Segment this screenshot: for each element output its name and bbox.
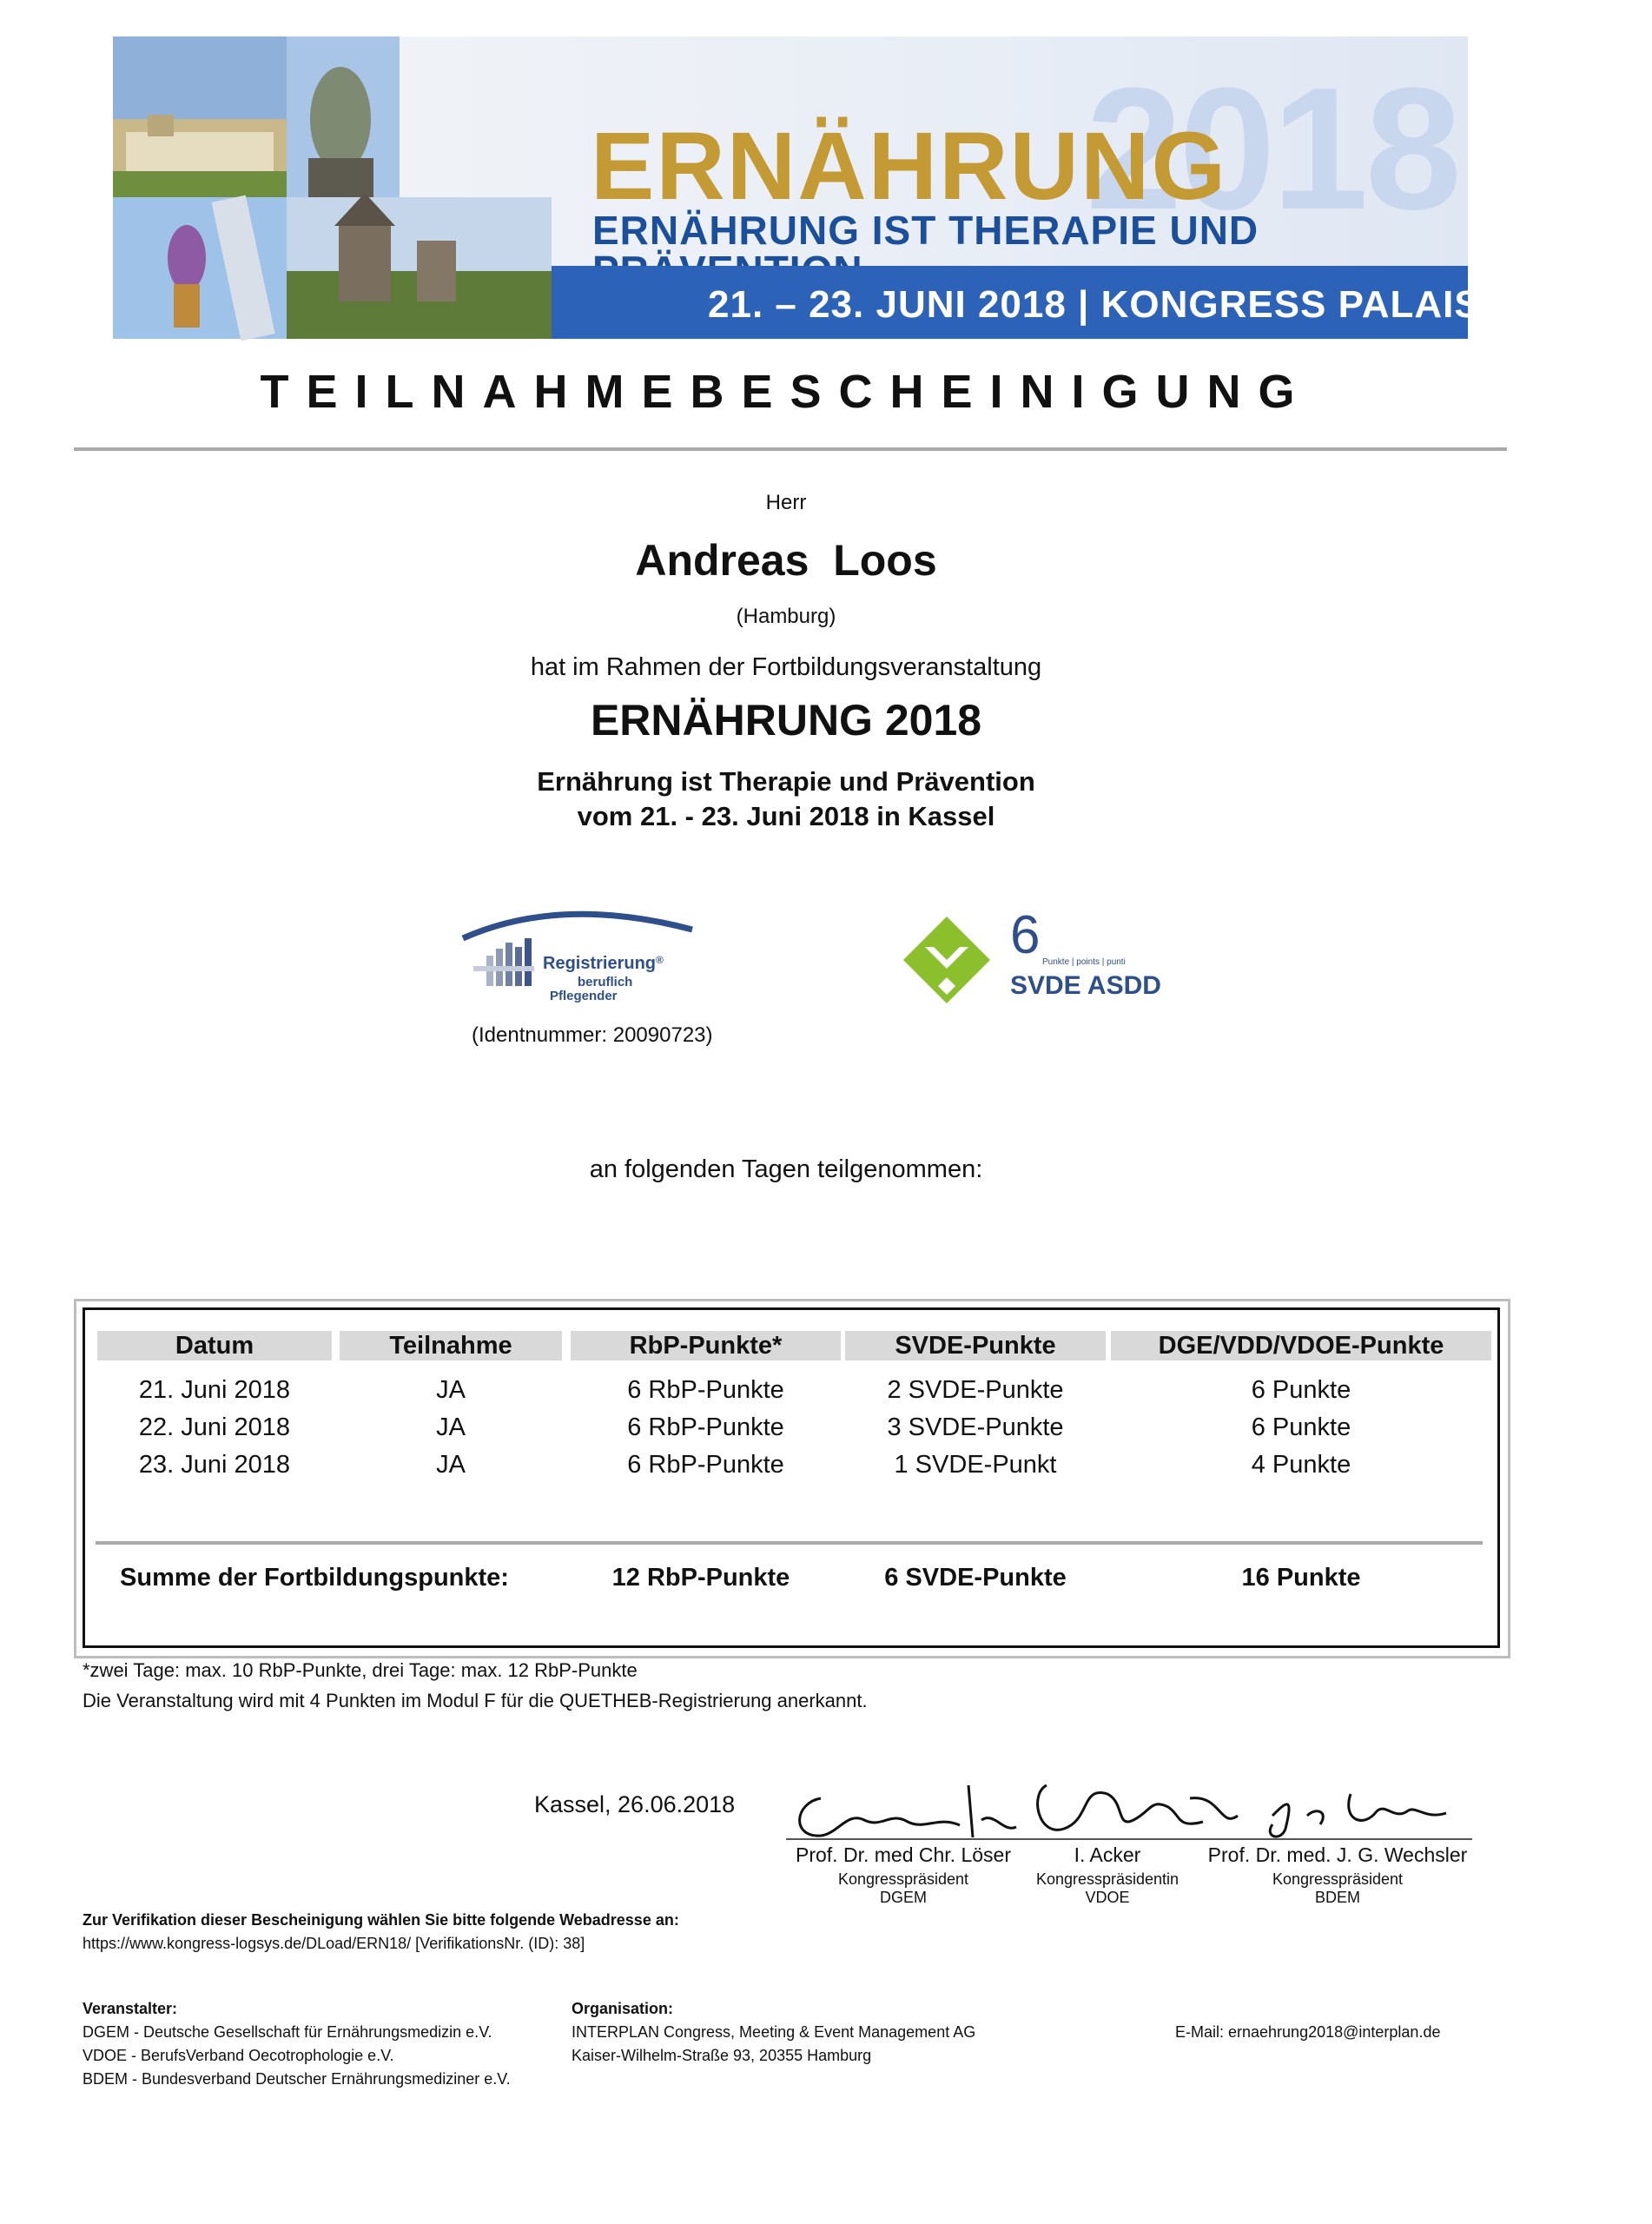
organisation-label: Organisation: [572,2000,674,2017]
signatory-2-role: Kongresspräsidentin [1035,1870,1180,1888]
table-cell: 6 RbP-Punkte [627,1413,784,1441]
header-teilnahme: Teilnahme [340,1331,562,1360]
place-date: Kassel, 26.06.2018 [534,1791,736,1817]
table-cell: 22. Juni 2018 [138,1413,291,1441]
table-cell: 23. Juni 2018 [138,1451,291,1479]
rbp-note: *zwei Tage: max. 10 RbP-Punkte, drei Tage: max. 12 RbP-Punkte [83,1659,638,1681]
signatory-3-role: Kongresspräsident [1272,1870,1404,1888]
organisation-line-2: Kaiser-Wilhelm-Straße 93, 20355 Hamburg [572,2047,872,2064]
svde-points-label: Punkte | points | punti [1042,957,1126,967]
banner-photo-collage [113,36,552,339]
rbp-logo-line2: beruflich [578,975,633,990]
rbp-logo-line1: Registrierung [543,954,657,973]
rbp-registration-logo [456,904,699,1012]
organizer-1: DGEM - Deutsche Gesellschaft für Ernährungsmedizin e.V. [83,2023,492,2041]
quetheb-note: Die Veranstaltung wird mit 4 Punkten im Modul F für die QUETHEB-Registrierung anerkannt. [83,1690,868,1711]
organisation-line-1: INTERPLAN Congress, Meeting & Event Management AG [572,2023,976,2041]
ident-number: (Identnummer: 20090723) [472,1023,713,1047]
verification-url[interactable]: https://www.kongress-logsys.de/DLoad/ERN18/ [VerifikationsNr. (ID): 38] [83,1935,585,1952]
svde-points: 6 [1010,905,1041,965]
header-svde: SVDE-Punkte [845,1331,1106,1360]
event-subtitle: Ernährung ist Therapie und Prävention [537,766,1035,797]
table-cell: JA [436,1376,466,1404]
sum-dge: 16 Punkte [1241,1564,1361,1592]
svde-asdd-logo [899,905,1168,1008]
banner-date-bar [552,266,1652,339]
organizer-2: VDOE - BerufsVerband Oecotrophologie e.V. [83,2047,394,2064]
document-title: TEILNAHMEBESCHEINIGUNG [260,366,1312,418]
sum-rbp: 12 RbP-Punkte [611,1564,790,1592]
table-cell: 21. Juni 2018 [138,1376,291,1404]
organizer-3: BDEM - Bundesverband Deutscher Ernährungsmediziner e.V. [83,2070,511,2088]
signatory-2-name: I. Acker [1074,1843,1141,1866]
table-cell: 6 Punkte [1251,1376,1351,1404]
table-cell: 3 SVDE-Punkte [887,1413,1064,1441]
event-banner [113,36,1652,339]
attended-text: an folgenden Tagen teilgenommen: [589,1155,983,1183]
table-cell: 6 RbP-Punkte [627,1376,784,1404]
table-cell: 4 Punkte [1251,1451,1351,1479]
rbp-logo-registered: ® [656,954,664,966]
table-cell: 1 SVDE-Punkt [894,1451,1057,1479]
header-rbp: RbP-Punkte* [571,1331,841,1360]
title-divider [74,447,1507,451]
banner-year: 2018 [1086,52,1458,246]
signatory-1-name: Prof. Dr. med Chr. Löser [796,1843,1011,1866]
recipient-name: Andreas Loos [635,536,937,585]
banner-title: ERNÄHRUNG [591,113,1227,220]
signatory-3-name: Prof. Dr. med. J. G. Wechsler [1207,1843,1468,1866]
sum-label: Summe der Fortbildungspunkte: [120,1564,509,1592]
organizer-label: Veranstalter: [83,2000,178,2017]
table-cell: 6 Punkte [1251,1413,1351,1441]
rbp-logo-line3: Pflegender [550,989,618,1003]
verification-label: Zur Verifikation dieser Bescheinigung wählen Sie bitte folgende Webadresse an: [83,1911,679,1929]
sum-divider [96,1541,1483,1545]
event-dates: vom 21. - 23. Juni 2018 in Kassel [577,801,995,831]
salutation: Herr [765,491,807,514]
intro-text: hat im Rahmen der Fortbildungsveranstaltung [530,653,1042,681]
table-cell: JA [436,1413,466,1441]
svde-name: SVDE ASDD [1010,971,1161,1000]
signatory-3-org: BDEM [1314,1889,1360,1906]
signatory-1-org: DGEM [880,1889,927,1906]
contact-email[interactable]: E-Mail: ernaehrung2018@interplan.de [1175,2023,1441,2041]
signatory-2-org: VDOE [1085,1889,1130,1906]
header-dge: DGE/VDD/VDOE-Punkte [1111,1331,1491,1360]
table-cell: 6 RbP-Punkte [627,1451,784,1479]
signatory-1-role: Kongresspräsident [837,1870,969,1888]
sum-svde: 6 SVDE-Punkte [884,1564,1067,1592]
signatures [786,1768,1472,1850]
table-cell: 2 SVDE-Punkte [887,1376,1064,1404]
table-cell: JA [436,1451,466,1479]
recipient-city: (Hamburg) [736,605,836,628]
banner-dates-venue: 21. – 23. JUNI 2018 | KONGRESS PALAIS KASSEL [708,283,1652,326]
header-datum: Datum [97,1331,332,1360]
event-name: ERNÄHRUNG 2018 [590,696,982,745]
banner-subtitle: ERNÄHRUNG IST THERAPIE UND [592,208,1259,253]
